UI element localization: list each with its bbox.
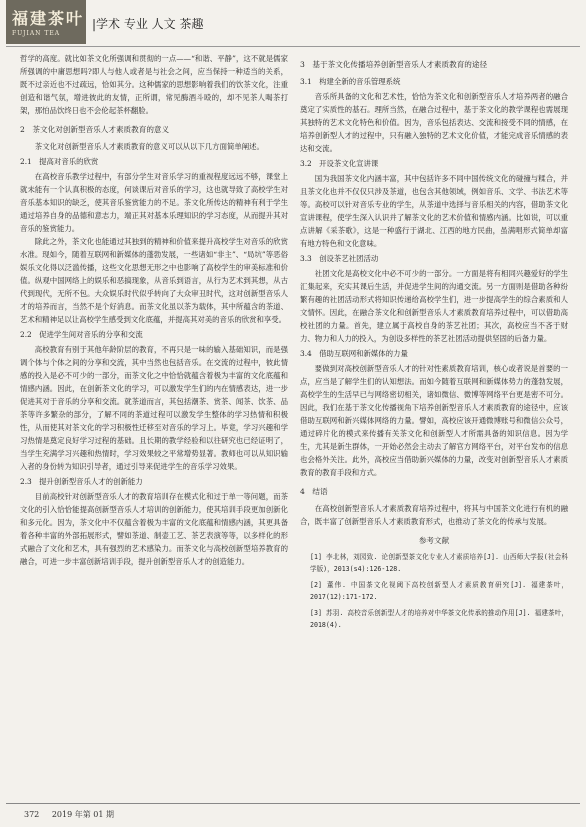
subsection-heading: 3.3 创设茶艺社团活动	[300, 254, 379, 263]
logo-main-text: 福建茶叶	[12, 9, 85, 28]
page-footer	[24, 809, 124, 820]
reference-item: [2] 董伟. 中国茶文化视阈下高校创新型人才素质教育研究[J]. 福建茶叶，2017(12):171-172.	[310, 581, 568, 601]
paragraph: 在高校音乐教学过程中，有部分学生对音乐学习的重视程度远远不够，课堂上就未能有一个认真积极的态度，何谈课后对音乐的学习，这也就导致了高校学生对音乐基本知识的缺乏，使其音乐鉴赏能力的不足。茶文化所传达的精神有利于学生通过培养自身的品德和意志力，端正其对基本乐理知识的学习态度，从而提升其对音乐的鉴赏能力。	[20, 172, 288, 233]
journal-logo	[6, 0, 86, 44]
paragraph: 国为我国茶文化内涵丰富，其中包括许多不同中国传统文化的碰撞与糅合，并且茶文化也并不仅仅只涉及茶道，也包含其他领域，例如音乐、文学、书法艺术等等。高校可以针对音乐专业的学生，从茶道中选择与音乐相关的内容，借助茶文化宣讲课程，使学生深入认识并了解茶文化的艺术价值和情感内涵。比如说，可以重点讲解《采茶歌》，这是一种盛行于湖北、江西的地方民曲，虽满唱形式简单却富有地方特色和文化意味。	[300, 174, 568, 248]
paragraph: 社团文化是高校文化中必不可少的一部分。一方面是将有相同兴趣爱好的学生汇集起来，充实其课后生活，并促进学生间的沟通交流。另一方面则是借助各种纷繁有趣的社团活动形式将知识传递给高校学生们，进一步提高学生的综合素质和人文情怀。因此，在融合茶文化和创新型音乐人才素质教育培养过程中，可以借助高校社团的力量。首先，建立属于高校自身的茶艺社团；其次，高校应当不吝于财力、物力和人力的投入，为创设多样性的茶艺社团活动提供坚固的后备力量。	[300, 269, 568, 343]
subsection-heading: 3.4 借助互联网和新媒体的力量	[300, 349, 408, 358]
paragraph: 音乐所具备的文化和艺术性，恰恰为茶文化和创新型音乐人才培养两者的融合奠定了实质性的基石。理所当然，在融合过程中，基于茶文化的教学课程也需展现其独特的艺术文化特色和价值。因为，音乐包括表达、交流和接受不同的情感，在培养创新型人才的过程中，只有融入独特的艺术文化价值，才能完成音乐情感的表达和交流。	[300, 92, 568, 153]
journal-tagline: |学术 专业 人文 茶趣	[92, 17, 204, 31]
section-heading: 2 茶文化对创新型音乐人才素质教育的意义	[20, 125, 170, 134]
section-heading: 3 基于茶文化传播培养创新型音乐人才素质教育的途径	[300, 60, 488, 69]
section-heading: 4 结语	[300, 487, 328, 496]
right-column	[300, 52, 568, 792]
subsection-heading: 3.1 构建全新的音乐管理系统	[300, 77, 401, 86]
subsection-heading: 3.2 开设茶文化宣讲课	[300, 159, 379, 168]
subsection-heading: 2.3 提升创新型音乐人才的创新能力	[20, 477, 143, 486]
page-number: 372	[24, 810, 40, 819]
logo-sub-text: FUJIAN TEA	[12, 30, 61, 37]
left-column	[20, 52, 288, 792]
paragraph: 在高校创新型音乐人才素质教育培养过程中，将其与中国茶文化进行有机的融合，既丰富了创新型音乐人才素质教育形式，也推动了茶文化的传承与发展。	[300, 504, 568, 526]
paragraph: 哲学的高度。就比如茶文化所强调和贯彻的一点——“和谐、平静”，这不就是儒家所强调的中庸思想吗?即人与他人或者是与社会之间，应当保持一种适当的关系，既不过亲近也不过疏远，恰如其分。这种儒家的思想影响着我们的饮茶文化，注重创造和谐气氛，增进彼此的友情，正所谓，常见酶酒斗殴的，却不见茶人喝茶打架，那怕品饮终日也不会伦起茶杯翻脸。	[20, 54, 288, 115]
subsection-heading: 2.1 提高对音乐的欣赏	[20, 157, 99, 166]
footer-divider	[6, 803, 580, 804]
issue-label: 2019 年第 01 期	[51, 810, 114, 819]
paragraph: 要做到对高校创新型音乐人才的针对性素质教育培训，核心或者说是首要的一点，应当是了解学生们的认知想法。而如今随着互联网和新媒体势力的蓬勃发展，高校学生的生活早已与网络密切相关，诸如微信、微博等网络平台更是密不可分。因此，我们在基于茶文化传播视角下培养创新型音乐人才素质教育的途径中，应该借助互联网和新兴媒体网络的力量。譬如，高校应该开通微博账号和微信公众号，通过碎片化的模式来传播有关茶文化和创新型人才所需具备的知识信息。因为学生，尤其是新生群体，一开始必然会主动去了解官方网络平台，对平台发布的信息也会格外关注。此外，高校应当借助新兴媒体的力量，改变对创新型音乐人才素质教育的教育手段和方式。	[300, 364, 568, 477]
paragraph: 茶文化对创新型音乐人才素质教育的意义可以从以下几方面简单阐述。	[34, 142, 264, 151]
paragraph: 高校教育有别于其他年龄阶层的教育，不再只是一味的输入基础知识，而是强调个体与个体之间的分享和交流，其中当然也包括音乐。在交流的过程中，彼此情感的投入是必不可少的一部分，而茶文化之中恰恰就蕴含着极为丰富的文化底蕴和情感内涵。因此，在创新茶文化的学习，可以激发学生们的内在情感表达，进一步促进其对于音乐的分享和交流。就茶道而言，其包括潮茶、赏茶、闻茶、饮茶、品茶等许多繁杂的部分，了解不同的茶道过程可以激发学生整体的学习热情和积极性，从而使其对茶文化的学习积极性迁移至对音乐的学习上。毕竟，学习兴趣和学习热情是奠定良好学习过程的基础。且长期的教学经验和以往研究也已经证明了，当学生充满学习兴趣和热情时，学习效果较之平常增势显著。教师也可以从知识输入者的身份转为知识引导者，通过引导来促进学生的音乐学习效果。	[20, 345, 288, 471]
header-divider	[6, 46, 580, 47]
page-header	[6, 0, 580, 46]
reference-item: [3] 苏羽. 高校音乐创新型人才的培养对中华茶文化传承的推动作用[J]. 福建茶叶，2018(4).	[310, 609, 568, 629]
references-title: 参考文献	[418, 536, 450, 545]
reference-item: [1] 李北林，刘园致. 论创新型茶文化专业人才素质培养[J]. 山西师大学报(社会科学版)，2013(s4):126-128.	[310, 553, 568, 573]
paragraph: 目前高校针对创新型音乐人才的教育培训存在模式化和过于单一等问题，而茶文化的引入恰恰能提高创新型音乐人才培训的创新能力，使其培训手段更加创新化和多元化。因为，茶文化中不仅蕴含着极为丰富的文化底蕴和情感内涵，其更具备着各种丰富的外部拓展形式，譬如茶道、制壶工艺、茶艺表演等等，以多样化的形式融合了文化和艺术，具有强烈的艺术感染力。而茶文化与高校创新型培养教育的融合，可进一步丰富创新培训手段，提升创新型音乐人才的创造能力。	[20, 492, 288, 566]
subsection-heading: 2.2 促进学生间对音乐的分享和交流	[20, 330, 143, 339]
paragraph: 除此之外，茶文化也能通过其独到的精神和价值来提升高校学生对音乐的欣赏水准。现如今，随着互联网和新媒体的蓬勃发展，一些诸如“非主”、“局坑”等恶俗娱乐文化得以泛滥传播，这些文化思想无形之中也影响了高校学生的审美标准和价值。纵观中国网络上的娱乐和恶搞现象，从音乐到语言，从行为艺术到其想，从古代到现代，无所不包。大众娱乐时代似乎转向了大众审丑时代，这对创新型音乐人才的培养而言，当然不是个好消息。而茶文化虽以茶为载体，其中所蕴含的茶道、艺术和精神足以让高校学生感受到文化底蕴，并提高其对美的音乐的欣赏和享受。	[20, 237, 288, 324]
